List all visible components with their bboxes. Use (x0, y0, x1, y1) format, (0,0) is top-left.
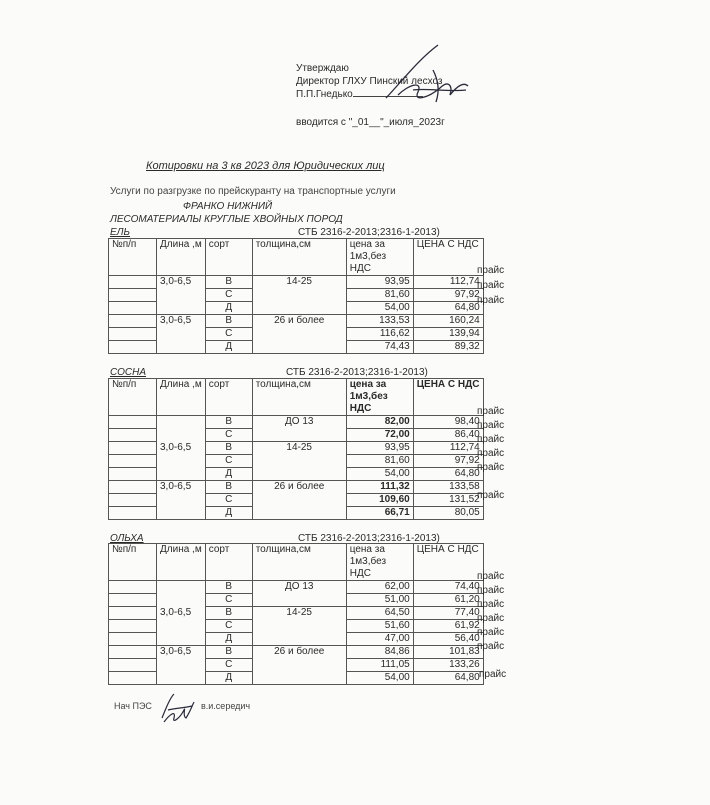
table-row: В ДО 13 62,00 74,40 (109, 581, 484, 594)
table-el (108, 238, 484, 354)
head-signature (156, 688, 198, 728)
col-price-vat: ЦЕНА С НДС (413, 239, 483, 276)
table-row: С 81,60 97,92 (109, 455, 484, 468)
director-signature (378, 40, 473, 110)
sosna-note-3: прайс (477, 448, 505, 459)
table-header: №п/п Длина ,м сорт толщина,см цена за 1м3,без НДС ЦЕНА С НДС (109, 544, 484, 581)
table-row: В ДО 13 82,00 98,40 (109, 416, 484, 429)
franco-label: ФРАНКО НИЖНИЙ (183, 201, 273, 212)
sosna-note-2: прайс (477, 434, 505, 445)
col-num: №п/п (109, 239, 157, 276)
el-note-1: прайс (477, 280, 505, 291)
services-note: Услуги по разгрузке по прейскуранту на транспортные услуги (110, 186, 396, 197)
table-row: Д 66,71 80,05 (109, 507, 484, 520)
approval-line-2: Директор ГЛХУ Пинский лесхоз (296, 76, 443, 87)
sosna-note-0: прайс (477, 406, 505, 417)
section-el-name: ЕЛЬ (110, 227, 131, 238)
section-olha-standard: СТБ 2316-2-2013;2316-1-2013) (298, 533, 440, 544)
table-row: 3,0-6,5 В 26 и более 111,32 133,58 (109, 481, 484, 494)
col-thickness: толщина,см (252, 239, 346, 276)
table-row: Д 74,43 89,32 (109, 341, 484, 354)
table-row: С 109,60 131,52 (109, 494, 484, 507)
table-row: 3,0-6,5 В 26 и более 133,53 160,24 (109, 315, 484, 328)
table-row: 3,0-6,5 В 14-25 93,95 112,74 (109, 276, 484, 289)
el-note-2: прайс (477, 295, 505, 306)
section-olha-name: ОЛЬХА (110, 533, 144, 544)
col-price: цена за 1м3,без НДС (346, 239, 413, 276)
table-sosna (108, 378, 484, 520)
section-sosna-standard: СТБ 2316-2-2013;2316-1-2013) (286, 367, 428, 378)
olha-note-0: прайс (477, 571, 505, 582)
approval-line-3: П.П.Гнедько (296, 88, 423, 101)
table-header: №п/п Длина ,м сорт толщина,см цена за 1м3,без НДС ЦЕНА С НДС (109, 379, 484, 416)
section-el-standard: СТБ 2316-2-2013;2316-1-2013) (298, 227, 440, 238)
page-title: Котировки на 3 кв 2023 для Юридических лиц (146, 160, 385, 172)
col-length: Длина ,м (157, 239, 206, 276)
el-note-0: прайс (477, 265, 505, 276)
olha-note-5: прайс (477, 641, 505, 652)
col-grade: сорт (205, 239, 252, 276)
category-label: ЛЕСОМАТЕРИАЛЫ КРУГЛЫЕ ХВОЙНЫХ ПОРОД (110, 214, 343, 225)
table-row: С 111,05 133,26 (109, 659, 484, 672)
olha-note-1: прайс (477, 585, 505, 596)
table-olha (108, 543, 484, 685)
table-row: 3,0-6,5 В 14-25 93,95 112,74 (109, 442, 484, 455)
section-sosna-name: СОСНА (110, 367, 147, 378)
footer-name: в.и.середич (201, 701, 251, 711)
table-row: Д 54,00 64,80 (109, 468, 484, 481)
table-row: Д 54,00 64,80 (109, 302, 484, 315)
table-row: 3,0-6,5 В 14-25 64,50 77,40 (109, 607, 484, 620)
approval-effective-date: вводится с "_01__"_июля_2023г (296, 117, 445, 128)
table-row: С 72,00 86,40 (109, 429, 484, 442)
footer-position: Нач ПЭС (114, 701, 152, 711)
sosna-note-4: прайс (477, 462, 505, 473)
olha-note-3: прайс (477, 613, 505, 624)
table-row: С 51,60 61,92 (109, 620, 484, 633)
sosna-note-6: прайс (477, 490, 505, 501)
olha-note-2: прайс (477, 599, 505, 610)
table-row: 3,0-6,5 В 26 и более 84,86 101,83 (109, 646, 484, 659)
olha-note-7: прайс (479, 669, 507, 680)
table-header (109, 239, 484, 276)
sosna-note-1: прайс (477, 420, 505, 431)
table-row: Д 54,00 64,80 (109, 672, 484, 685)
table-row: С 51,00 61,20 (109, 594, 484, 607)
table-row: С 81,60 97,92 (109, 289, 484, 302)
olha-note-4: прайс (477, 627, 505, 638)
approval-line-1: Утверждаю (296, 63, 349, 74)
table-row: С 116,62 139,94 (109, 328, 484, 341)
table-row: Д 47,00 56,40 (109, 633, 484, 646)
